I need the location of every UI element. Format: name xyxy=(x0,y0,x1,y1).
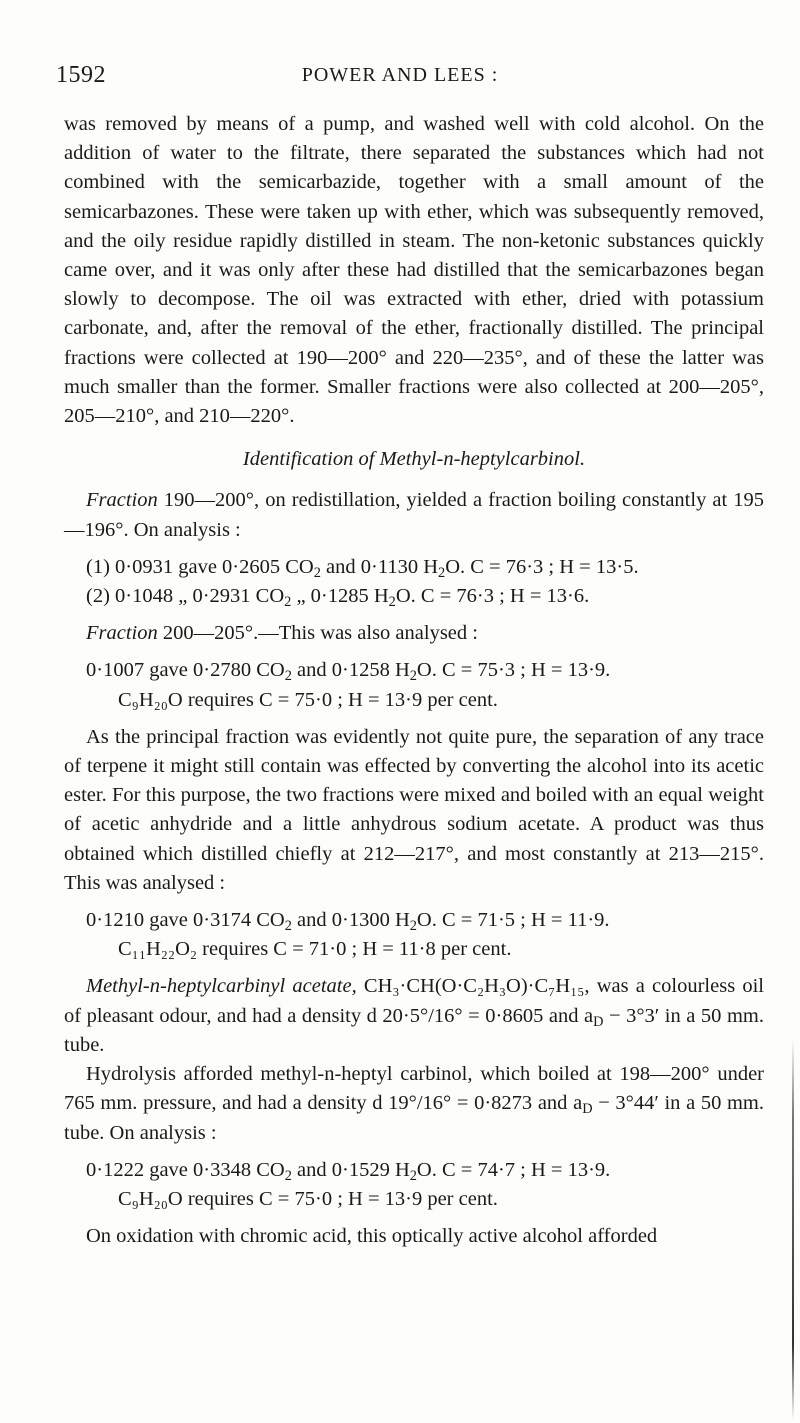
page-edge-shadow xyxy=(792,1040,794,1420)
section-heading: Identification of Methyl-n-heptylcarbinol. xyxy=(242,448,586,471)
paragraph-1: was removed by means of a pump, and washed well with cold alcohol. On the addition of water to the filtrate, there separated the substances which had not combined with the semicarbazide, together with a small amount of the semicarbazones. These were taken up with ether, which was subsequently removed, and the oily residue rapidly distilled in steam. The non-ketonic substances quickly came over, and it was only after these had distilled that the semicarbazones began slowly to decompose. The oil was extracted with ether, dried with potassium carbonate, and, after the removal of the ether, fractionally distilled. The principal fractions were collected at 190—200° and 220—235°, and of these the latter was much smaller than the former. Smaller fractions were also collected at 200—205°, 205—210°, and 210—220°. xyxy=(64,113,764,428)
paragraph-acetate: Methyl-n-heptylcarbinyl acetate, CH₃·CH(O·C₂H₃O)·C₇H₁₅, was a colourless oil of pleasant odour, and had a density d 20·5°/16° = 0·8605 and $a_D - 3^\circ 3'$ in a 50 mm. tube. xyxy=(64,975,764,1056)
paragraph-fraction-190: Fraction 190—200°, on redistillation, yielded a fraction boiling constantly at 195—196°. On analysis : xyxy=(64,489,764,541)
paragraph-fraction-200: Fraction 200—205°.—This was also analysed : xyxy=(86,622,478,645)
requirement-line-2: C₁₁H₂₂O₂ requires C = 71·0 ; H = 11·8 per cent. xyxy=(118,938,512,961)
paragraph-acetic-ester: As the principal fraction was evidently not quite pure, the separation of any trace of terpene it might still contain was effected by converting the alcohol into its acetic ester. For this purpose, the two fractions were mixed and boiled with an equal weight of acetic anhydride and a little anhydrous sodium acetate. A product was thus obtained which distilled chiefly at 212—217°, and most constantly at 213—215°. This was analysed : xyxy=(64,725,764,894)
requirement-line-1: C₉H₂₀O requires C = 75·0 ; H = 13·9 per cent. xyxy=(118,688,498,711)
requirement-line-3: C₉H₂₀O requires C = 75·0 ; H = 13·9 per cent. xyxy=(118,1187,498,1210)
analysis-line-5: 0·1222 gave 0·3348 $CO_2$ and 0·1529 $H_2O$. C = 74·7 ; H = 13·9. xyxy=(86,1158,611,1184)
paragraph-hydrolysis: Hydrolysis afforded methyl-n-heptyl carbinol, which boiled at 198—200° under 765 mm. pressure, and had a density d 19°/16° = 0·8273 and $a_D - 3^\circ 44'$ in a 50 mm. tube. On analysis : xyxy=(64,1063,764,1144)
analysis-line-3: 0·1007 gave 0·2780 $CO_2$ and 0·1258 $H_2O$. C = 75·3 ; H = 13·9. xyxy=(86,659,611,685)
page-number: 1592 xyxy=(56,62,106,88)
paragraph-oxidation: On oxidation with chromic acid, this optically active alcohol afforded xyxy=(86,1225,658,1248)
page-header xyxy=(56,62,744,92)
article-body xyxy=(64,110,764,1251)
analysis-line-4: 0·1210 gave 0·3174 $CO_2$ and 0·1300 $H_2O$. C = 71·5 ; H = 11·9. xyxy=(86,909,610,935)
analysis-line-1: (1) 0·0931 gave 0·2605 $CO_2$ and 0·1130 $H_2O$. C = 76·3 ; H = 13·5. xyxy=(86,555,639,581)
running-title: POWER AND LEES : xyxy=(301,64,499,86)
analysis-line-2: (2) 0·1048 „ 0·2931 $CO_2$ „ 0·1285 $H_2O$. C = 76·3 ; H = 13·6. xyxy=(86,585,590,611)
